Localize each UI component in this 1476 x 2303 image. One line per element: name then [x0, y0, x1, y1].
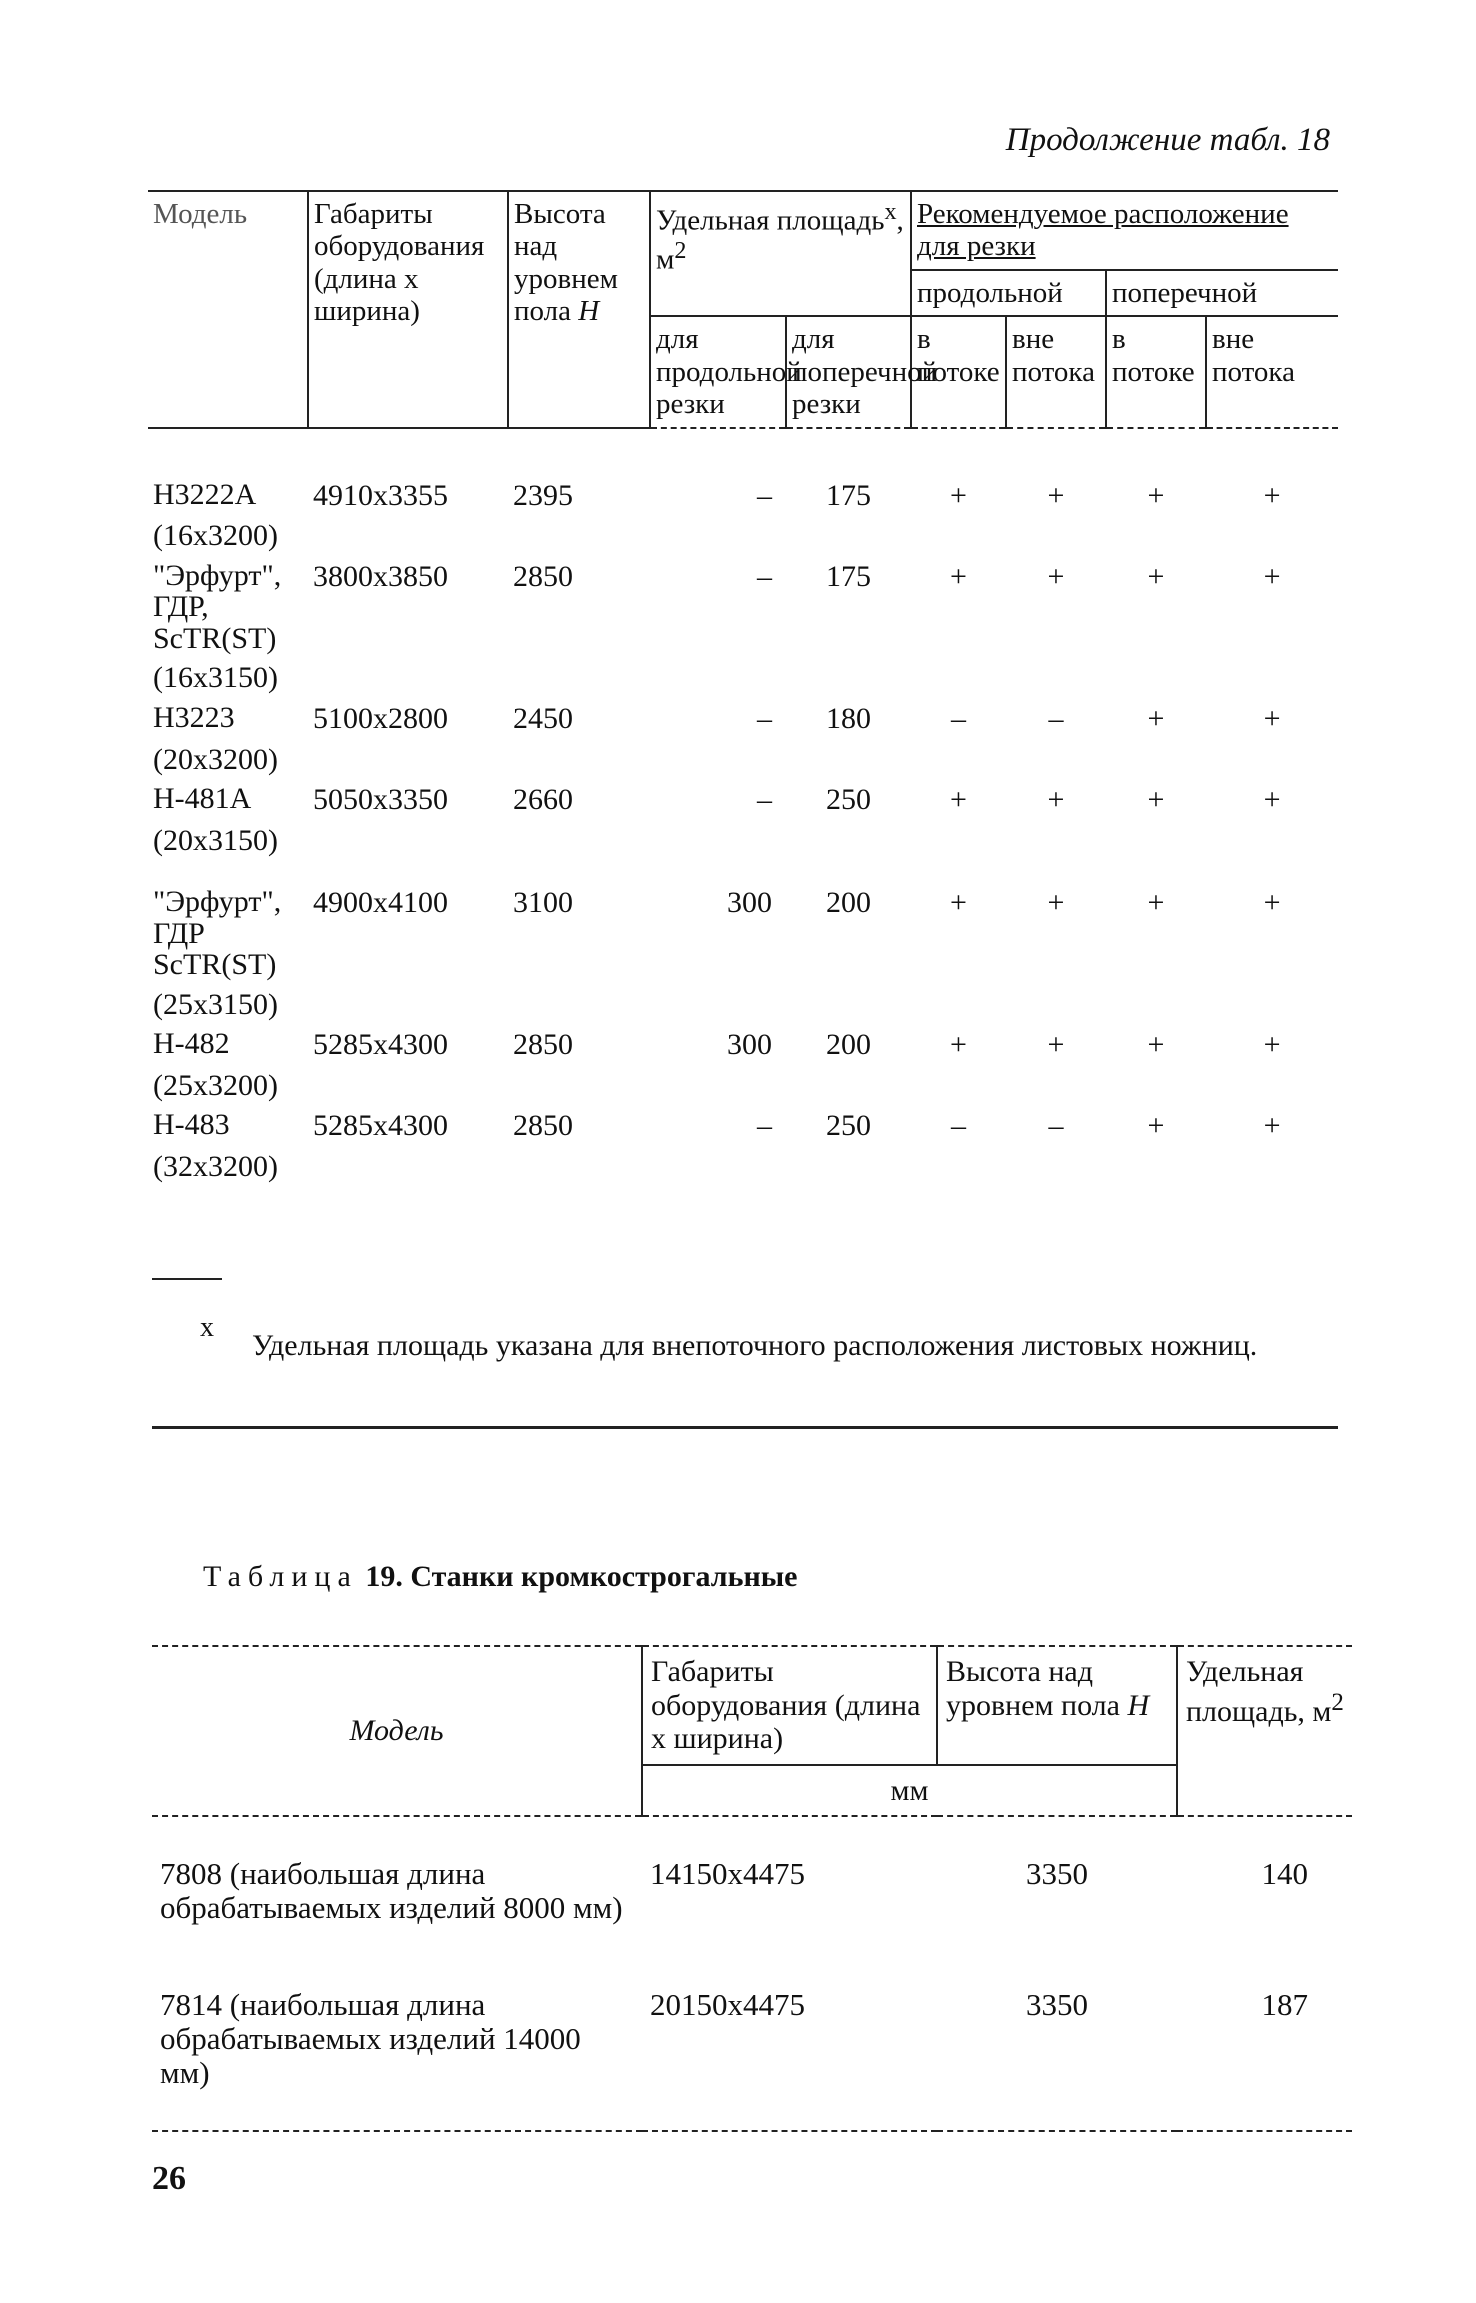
table-19-caption-title: 19. Станки кромкострогальные — [365, 1560, 798, 1593]
row-trans-in: + — [1147, 478, 1165, 512]
row-area-trans: 250 — [826, 783, 871, 816]
header-long-out-flow: вне потока — [1006, 316, 1106, 427]
row-height: 2850 — [513, 559, 573, 593]
row-height: 2850 — [513, 1028, 573, 1062]
row-trans-out: + — [1263, 886, 1281, 920]
continuation-title: Продолжение табл. 18 — [1005, 122, 1330, 158]
table-subrow — [148, 740, 1338, 780]
row-trans-in: + — [1147, 783, 1165, 816]
row-model-sub: (25х3150) — [153, 987, 278, 1021]
row-long-in: + — [950, 1028, 967, 1062]
header-area-text: Удельная площадь — [656, 204, 885, 237]
header-area-sup: x — [884, 198, 897, 225]
row-trans-out: + — [1263, 559, 1281, 593]
row-trans-in: + — [1147, 886, 1165, 920]
header-area-unit-sup: 2 — [674, 237, 687, 265]
header-area-unit: , м — [656, 204, 904, 276]
row-height: 2395 — [513, 478, 573, 512]
header-area-transverse: для поперечной резки — [786, 316, 911, 427]
table-subrow — [148, 821, 1338, 861]
header-area-longitudinal: для продольной резки — [650, 316, 786, 427]
row-area-long: – — [757, 701, 772, 735]
row-long-in: – — [951, 701, 966, 735]
row-dims: 5100х2800 — [313, 701, 448, 735]
row-long-in: + — [950, 783, 967, 816]
header-recommended: Рекомендуемое расположение для резки — [911, 191, 1338, 270]
row-dims: 20150х4475 — [650, 1986, 805, 2022]
row-area-trans: 175 — [826, 478, 871, 512]
header-height — [508, 191, 650, 428]
section-divider — [152, 1426, 1338, 1429]
table-19-caption-label: Таблица — [203, 1560, 358, 1593]
row-model-sub: (32х3200) — [153, 1149, 278, 1183]
table-subrow — [148, 516, 1338, 556]
row-model: "Эрфурт", ГДР ScTR(ST) — [153, 885, 282, 982]
row-model-sub: (20х3150) — [153, 823, 278, 857]
table-subrow — [148, 985, 1338, 1025]
footnote-text: Удельная площадь указана для внепоточного расположения листовых ножниц. — [252, 1329, 1258, 1362]
row-trans-in: + — [1147, 701, 1165, 735]
row-area-trans: 200 — [826, 886, 871, 920]
row-area-trans: 200 — [826, 1028, 871, 1062]
row-height: 3350 — [1026, 1986, 1088, 2022]
row-long-out: + — [1047, 478, 1065, 512]
row-dims: 14150х4475 — [650, 1856, 805, 1892]
row-model-sub: (20х3200) — [153, 742, 278, 776]
row-long-in: + — [950, 559, 967, 593]
row-model-sub: (25х3200) — [153, 1068, 278, 1102]
table-row — [148, 1024, 1338, 1066]
row-height: 2850 — [513, 1109, 573, 1143]
row-dims: 5050х3350 — [313, 783, 448, 816]
row-area-trans: 250 — [826, 1109, 871, 1143]
row-trans-in: + — [1147, 559, 1165, 593]
header-height-text: Высота над уровнем пола — [514, 198, 618, 328]
table-row — [148, 779, 1338, 821]
row-height: 3100 — [513, 886, 573, 920]
row-long-out: + — [1047, 783, 1065, 816]
row-dims: 4910х3355 — [313, 478, 448, 512]
row-long-out: – — [1048, 701, 1064, 735]
row-model: 7808 (наибольшая длина обрабатываемых изделий 8000 мм) — [160, 1856, 623, 1926]
row-area: 140 — [1261, 1856, 1308, 1892]
row-long-out: + — [1047, 559, 1065, 593]
table-row — [152, 1934, 1352, 2098]
row-long-out: + — [1047, 1028, 1065, 1062]
table-subrow — [148, 1147, 1338, 1187]
header-unit: мм — [642, 1765, 1177, 1817]
row-long-in: + — [950, 886, 967, 920]
table-row — [148, 698, 1338, 740]
header-height — [937, 1646, 1177, 1765]
row-area-trans: 175 — [826, 559, 871, 593]
row-height: 3350 — [1026, 1856, 1088, 1892]
row-area-long: – — [757, 783, 772, 816]
table-18 — [148, 190, 1338, 1186]
row-area-long: – — [757, 559, 772, 593]
footnote-mark: x — [200, 1312, 214, 1343]
header-height-text: Высота над уровнем пола — [946, 1655, 1120, 1722]
header-specific-area — [650, 191, 911, 316]
header-trans-out-flow: вне потока — [1206, 316, 1338, 427]
row-area-long: – — [757, 478, 772, 512]
header-model: Модель — [152, 1646, 642, 1816]
header-longitudinal: продольной — [911, 270, 1106, 316]
row-area-trans: 180 — [826, 701, 871, 735]
table-19 — [152, 1645, 1352, 2140]
header-specific-area — [1177, 1646, 1352, 1816]
row-model: 7814 (наибольшая длина обрабатываемых изделий 14000 мм) — [160, 1986, 581, 2090]
header-area-sup: 2 — [1331, 1688, 1344, 1716]
row-height: 2660 — [513, 783, 573, 816]
header-trans-in-flow: в потоке — [1106, 316, 1206, 427]
row-dims: 5285х4300 — [313, 1028, 448, 1062]
row-trans-in: + — [1147, 1028, 1165, 1062]
footnote-separator — [152, 1278, 222, 1280]
table-row — [148, 860, 1338, 985]
row-area: 187 — [1261, 1986, 1308, 2022]
table-row — [148, 1105, 1338, 1147]
row-model: Н3223 — [153, 700, 235, 734]
row-area-long: – — [757, 1109, 772, 1143]
table-row — [152, 1849, 1352, 1933]
row-model-sub: (16х3150) — [153, 661, 278, 695]
row-trans-out: + — [1263, 783, 1281, 816]
header-transverse: поперечной — [1106, 270, 1338, 316]
row-area-long: 300 — [727, 1028, 772, 1062]
header-dimensions: Габариты оборудования (длина х ширина) — [308, 191, 508, 428]
row-dims: 3800х3850 — [313, 559, 448, 593]
header-dimensions: Габариты оборудования (длина х ширина) — [642, 1646, 937, 1765]
table-subrow — [148, 658, 1338, 698]
header-model: Модель — [148, 191, 308, 428]
row-long-out: – — [1048, 1109, 1064, 1143]
table-row — [148, 475, 1338, 517]
row-trans-out: + — [1263, 1028, 1281, 1062]
row-trans-out: + — [1263, 478, 1281, 512]
header-height-var: H — [578, 295, 600, 328]
row-dims: 4900х4100 — [313, 886, 448, 920]
row-long-in: + — [950, 478, 967, 512]
row-model-sub: (16х3200) — [153, 519, 278, 553]
header-area-text: Удельная площадь, м — [1186, 1655, 1332, 1728]
table-row — [148, 556, 1338, 659]
row-model: "Эрфурт", ГДР, ScTR(ST) — [153, 558, 282, 655]
header-long-in-flow: в потоке — [911, 316, 1006, 427]
row-dims: 5285х4300 — [313, 1109, 448, 1143]
row-trans-out: + — [1263, 701, 1281, 735]
row-long-in: – — [951, 1109, 966, 1143]
row-long-out: + — [1047, 886, 1065, 920]
row-model: Н-481А — [153, 782, 252, 815]
table-subrow — [148, 1066, 1338, 1106]
row-model: Н3222А — [153, 477, 257, 511]
row-height: 2450 — [513, 701, 573, 735]
row-area-long: 300 — [727, 886, 772, 920]
row-trans-out: + — [1263, 1109, 1281, 1143]
header-height-var: H — [1127, 1688, 1150, 1722]
table-19-caption — [203, 1560, 797, 1594]
row-trans-in: + — [1147, 1109, 1165, 1143]
row-model: Н-482 — [153, 1027, 230, 1061]
row-model: Н-483 — [153, 1108, 230, 1142]
page-number: 26 — [152, 2160, 186, 2197]
